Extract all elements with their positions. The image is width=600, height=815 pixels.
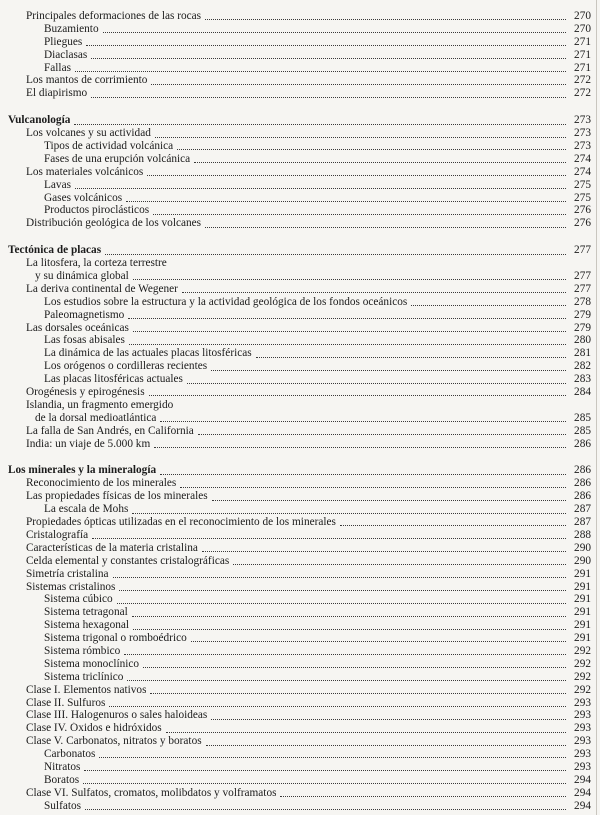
toc-entry bbox=[8, 62, 591, 75]
toc-entry-label: Fases de una erupción volcánica bbox=[44, 152, 191, 165]
toc-entry bbox=[8, 347, 591, 360]
toc-entry-page: 284 bbox=[574, 386, 591, 399]
toc-entry bbox=[8, 568, 591, 581]
toc-entry-page: 277 bbox=[574, 244, 591, 257]
toc-entry-label: Los orógenos o cordilleras recientes bbox=[44, 360, 208, 373]
toc-entry-page: 282 bbox=[574, 360, 591, 373]
dotted-leader bbox=[103, 32, 566, 33]
toc-entry-label: Clase II. Sulfuros bbox=[26, 696, 106, 709]
toc-entry bbox=[8, 49, 591, 62]
toc-entry-label: Gases volcánicos bbox=[44, 191, 123, 204]
dotted-leader bbox=[113, 577, 566, 578]
toc-entry-page: 292 bbox=[574, 670, 591, 683]
toc-entry bbox=[8, 74, 591, 87]
toc-entry-label: Los materiales volcánicos bbox=[26, 165, 144, 178]
toc bbox=[8, 10, 591, 813]
toc-entry-label: Los mantos de corrimiento bbox=[26, 74, 148, 87]
dotted-leader bbox=[340, 525, 566, 526]
toc-entry-label: Pliegues bbox=[44, 35, 83, 48]
toc-entry-label: Sistema triclínico bbox=[44, 670, 124, 683]
dotted-leader bbox=[154, 447, 566, 448]
toc-entry bbox=[8, 800, 591, 813]
toc-entry-label: Sistema tetragonal bbox=[44, 606, 128, 619]
toc-entry-page: 293 bbox=[574, 760, 591, 773]
toc-entry-label: Productos piroclásticos bbox=[44, 204, 150, 217]
toc-entry-page: 280 bbox=[574, 334, 591, 347]
toc-entry bbox=[8, 270, 591, 283]
toc-entry-label: Las placas litosféricas actuales bbox=[44, 373, 183, 386]
toc-entry bbox=[8, 257, 591, 270]
toc-entry-page: 291 bbox=[574, 567, 591, 580]
toc-entry-page: 292 bbox=[574, 683, 591, 696]
toc-entry-label: Sulfatos bbox=[44, 799, 82, 812]
toc-entry bbox=[8, 36, 591, 49]
toc-entry-page: 279 bbox=[574, 308, 591, 321]
toc-entry-page: 293 bbox=[574, 709, 591, 722]
toc-entry-label: Propiedades ópticas utilizadas en el reconocimiento de los minerales bbox=[26, 516, 336, 529]
toc-entry bbox=[8, 645, 591, 658]
dotted-leader bbox=[256, 357, 566, 358]
dotted-leader bbox=[129, 344, 566, 345]
toc-entry bbox=[8, 606, 591, 619]
toc-entry bbox=[8, 386, 591, 399]
toc-entry bbox=[8, 373, 591, 386]
toc-entry bbox=[8, 619, 591, 632]
dotted-leader bbox=[147, 175, 566, 176]
toc-entry bbox=[8, 309, 591, 322]
toc-entry-page: 279 bbox=[574, 321, 591, 334]
dotted-leader bbox=[143, 667, 566, 668]
dotted-leader bbox=[133, 331, 566, 332]
toc-entry bbox=[8, 217, 591, 230]
dotted-leader bbox=[83, 783, 566, 784]
toc-entry bbox=[8, 166, 591, 179]
toc-entry-page: 276 bbox=[574, 204, 591, 217]
toc-entry bbox=[8, 283, 591, 296]
toc-entry-label: El diapirismo bbox=[26, 87, 88, 100]
dotted-leader bbox=[233, 564, 566, 565]
toc-entry-label: Clase V. Carbonatos, nitratos y boratos bbox=[26, 735, 202, 748]
toc-entry-label: Sistema hexagonal bbox=[44, 619, 130, 632]
dotted-leader bbox=[211, 719, 566, 720]
toc-entry-page: 290 bbox=[574, 554, 591, 567]
dotted-leader bbox=[153, 214, 566, 215]
dotted-leader bbox=[132, 616, 566, 617]
dotted-leader bbox=[109, 706, 566, 707]
toc-entry-label: Tectónica de placas bbox=[8, 244, 102, 257]
toc-entry-page: 287 bbox=[574, 516, 591, 529]
dotted-leader bbox=[191, 641, 566, 642]
toc-entry-label: Sistema trigonal o romboédrico bbox=[44, 632, 187, 645]
toc-entry-page: 277 bbox=[574, 282, 591, 295]
dotted-leader bbox=[177, 149, 566, 150]
dotted-leader bbox=[151, 84, 566, 85]
toc-entry bbox=[8, 709, 591, 722]
toc-entry-label: Celda elemental y constantes cristalográficas bbox=[26, 554, 230, 567]
toc-entry-page: 291 bbox=[574, 619, 591, 632]
dotted-leader bbox=[194, 162, 566, 163]
toc-entry bbox=[8, 722, 591, 735]
dotted-leader bbox=[128, 318, 566, 319]
toc-entry-label: Orogénesis y epirogénesis bbox=[26, 386, 145, 399]
toc-entry bbox=[8, 748, 591, 761]
toc-entry bbox=[8, 516, 591, 529]
toc-entry-label: Simetría cristalina bbox=[26, 567, 109, 580]
toc-entry bbox=[8, 296, 591, 309]
toc-entry-page: 270 bbox=[574, 9, 591, 22]
toc-entry-page: 274 bbox=[574, 165, 591, 178]
toc-entry bbox=[8, 503, 591, 516]
toc-entry-page: 293 bbox=[574, 722, 591, 735]
toc-entry bbox=[8, 192, 591, 205]
toc-entry-page: 293 bbox=[574, 696, 591, 709]
dotted-leader bbox=[206, 745, 566, 746]
toc-entry-label: Las dorsales oceánicas bbox=[26, 321, 129, 334]
toc-entry-page: 293 bbox=[574, 748, 591, 761]
dotted-leader bbox=[211, 370, 566, 371]
toc-entry-label: Las fosas abisales bbox=[44, 334, 125, 347]
toc-entry-label: La escala de Mohs bbox=[44, 503, 129, 516]
dotted-leader bbox=[150, 693, 566, 694]
toc-entry-label: Vulcanología bbox=[8, 114, 71, 127]
toc-entry bbox=[8, 658, 591, 671]
toc-entry-page: 286 bbox=[574, 464, 591, 477]
toc-entry-label: y su dinámica global bbox=[35, 270, 129, 283]
dotted-leader bbox=[127, 680, 566, 681]
toc-entry-label: Boratos bbox=[44, 773, 80, 786]
toc-entry-label: Fallas bbox=[44, 61, 71, 74]
dotted-leader bbox=[205, 19, 566, 20]
dotted-leader bbox=[182, 292, 566, 293]
toc-entry bbox=[8, 555, 591, 568]
toc-entry-page: 274 bbox=[574, 152, 591, 165]
toc-entry bbox=[8, 425, 591, 438]
toc-entry bbox=[8, 412, 591, 425]
toc-entry bbox=[8, 671, 591, 684]
toc-entry bbox=[8, 334, 591, 347]
dotted-leader bbox=[133, 279, 566, 280]
toc-entry bbox=[8, 477, 591, 490]
toc-entry-label: Sistema monoclínico bbox=[44, 657, 140, 670]
toc-entry bbox=[8, 438, 591, 451]
dotted-leader bbox=[411, 305, 566, 306]
dotted-leader bbox=[202, 551, 566, 552]
toc-entry bbox=[8, 127, 591, 140]
toc-entry-label: La falla de San Andrés, en California bbox=[26, 424, 194, 437]
toc-entry bbox=[8, 140, 591, 153]
toc-entry-label: Paleomagnetismo bbox=[44, 308, 125, 321]
dotted-leader bbox=[160, 421, 566, 422]
toc-entry bbox=[8, 593, 591, 606]
toc-entry-label: Sistema rómbico bbox=[44, 644, 121, 657]
toc-entry-page: 290 bbox=[574, 541, 591, 554]
toc-entry-page: 277 bbox=[574, 270, 591, 283]
toc-entry bbox=[8, 735, 591, 748]
dotted-leader bbox=[117, 603, 566, 604]
toc-entry bbox=[8, 244, 591, 257]
toc-entry bbox=[8, 529, 591, 542]
toc-entry-page: 275 bbox=[574, 191, 591, 204]
toc-entry bbox=[8, 10, 591, 23]
dotted-leader bbox=[180, 487, 566, 488]
dotted-leader bbox=[187, 383, 566, 384]
toc-entry-label: Buzamiento bbox=[44, 22, 99, 35]
toc-entry-page: 275 bbox=[574, 178, 591, 191]
toc-entry bbox=[8, 787, 591, 800]
dotted-leader bbox=[126, 201, 566, 202]
toc-entry bbox=[8, 490, 591, 503]
toc-entry bbox=[8, 360, 591, 373]
toc-entry-label: Clase VI. Sulfatos, cromatos, molibdatos y volframatos bbox=[26, 786, 277, 799]
toc-entry-label: Carbonatos bbox=[44, 748, 96, 761]
dotted-leader bbox=[149, 395, 566, 396]
toc-entry bbox=[8, 87, 591, 100]
toc-entry-label: Tipos de actividad volcánica bbox=[44, 140, 174, 152]
toc-entry-page: 286 bbox=[574, 477, 591, 490]
toc-entry-page: 283 bbox=[574, 373, 591, 386]
toc-entry-label: Sistemas cristalinos bbox=[26, 580, 116, 593]
toc-entry-page: 294 bbox=[574, 799, 591, 812]
toc-entry bbox=[8, 761, 591, 774]
toc-entry-label: de la dorsal medioatlántica bbox=[35, 411, 157, 424]
toc-entry-page: 294 bbox=[574, 786, 591, 799]
dotted-leader bbox=[99, 757, 566, 758]
toc-entry bbox=[8, 322, 591, 335]
toc-entry-label: Lavas bbox=[44, 178, 71, 191]
toc-entry-page: 292 bbox=[574, 644, 591, 657]
toc-entry-page: 285 bbox=[574, 411, 591, 424]
toc-entry-page: 271 bbox=[574, 61, 591, 74]
dotted-leader bbox=[74, 124, 566, 125]
toc-entry-label: Cristalografía bbox=[26, 528, 89, 541]
toc-entry-label: Reconocimiento de los minerales bbox=[26, 477, 177, 490]
toc-entry-label: Clase III. Halogenuros o sales haloideas bbox=[26, 709, 208, 722]
dotted-leader bbox=[212, 500, 566, 501]
toc-entry-page: 291 bbox=[574, 606, 591, 619]
toc-entry-page: 291 bbox=[574, 593, 591, 606]
dotted-leader bbox=[91, 97, 566, 98]
dotted-leader bbox=[84, 770, 566, 771]
toc-entry-page: 271 bbox=[574, 48, 591, 61]
toc-entry bbox=[8, 23, 591, 36]
toc-entry-page: 292 bbox=[574, 657, 591, 670]
toc-entry-page: 281 bbox=[574, 347, 591, 360]
toc-entry-label: Diaclasas bbox=[44, 48, 88, 61]
toc-entry-label: Nitratos bbox=[44, 760, 81, 773]
toc-entry-page: 286 bbox=[574, 437, 591, 450]
toc-entry-label: Distribución geológica de los volcanes bbox=[26, 217, 202, 230]
toc-entry bbox=[8, 632, 591, 645]
toc-entry-label: Clase I. Elementos nativos bbox=[26, 683, 147, 696]
dotted-leader bbox=[105, 254, 566, 255]
toc-entry-label: La deriva continental de Wegener bbox=[26, 282, 178, 295]
toc-entry-page: 287 bbox=[574, 503, 591, 516]
toc-entry-page: 288 bbox=[574, 528, 591, 541]
toc-entry-page: 272 bbox=[574, 87, 591, 100]
toc-entry-label: Sistema cúbico bbox=[44, 593, 113, 606]
dotted-leader bbox=[133, 629, 566, 630]
toc-entry-page: 273 bbox=[574, 140, 591, 152]
dotted-leader bbox=[119, 590, 566, 591]
toc-entry-label: La litosfera, la corteza terrestre bbox=[26, 257, 167, 270]
toc-entry-page: 286 bbox=[574, 490, 591, 503]
toc-entry bbox=[8, 697, 591, 710]
toc-entry bbox=[8, 399, 591, 412]
dotted-leader bbox=[205, 227, 566, 228]
toc-entry-label: Características de la materia cristalina bbox=[26, 541, 198, 554]
toc-entry bbox=[8, 465, 591, 478]
dotted-leader bbox=[166, 732, 566, 733]
toc-entry-page: 273 bbox=[574, 127, 591, 140]
toc-entry-page: 285 bbox=[574, 424, 591, 437]
toc-entry-page: 293 bbox=[574, 735, 591, 748]
toc-entry-page: 294 bbox=[574, 773, 591, 786]
dotted-leader bbox=[75, 71, 566, 72]
toc-entry bbox=[8, 684, 591, 697]
toc-section bbox=[8, 10, 591, 100]
toc-entry bbox=[8, 581, 591, 594]
toc-entry-page: 271 bbox=[574, 35, 591, 48]
toc-entry bbox=[8, 179, 591, 192]
dotted-leader bbox=[86, 45, 566, 46]
toc-entry-page: 291 bbox=[574, 580, 591, 593]
dotted-leader bbox=[198, 434, 566, 435]
dotted-leader bbox=[160, 474, 566, 475]
dotted-leader bbox=[75, 188, 566, 189]
toc-entry bbox=[8, 542, 591, 555]
dotted-leader bbox=[280, 796, 566, 797]
toc-section bbox=[8, 114, 591, 230]
toc-entry-label: Los estudios sobre la estructura y la actividad geológica de los fondos oceánicos bbox=[44, 295, 408, 308]
toc-entry-label: India: un viaje de 5.000 km bbox=[26, 437, 151, 450]
toc-entry-label: Clase IV. Óxidos e hidróxidos bbox=[26, 722, 162, 735]
toc-entry-page: 273 bbox=[574, 114, 591, 127]
toc-entry bbox=[8, 204, 591, 217]
toc-entry-page: 291 bbox=[574, 632, 591, 645]
toc-entry-label: Las propiedades físicas de los minerales bbox=[26, 490, 208, 503]
toc-section bbox=[8, 244, 591, 450]
dotted-leader bbox=[155, 137, 566, 138]
toc-entry-label: Islandia, un fragmento emergido bbox=[26, 398, 174, 411]
dotted-leader bbox=[91, 58, 566, 59]
dotted-leader bbox=[124, 654, 566, 655]
toc-entry-label: Los volcanes y su actividad bbox=[26, 127, 151, 140]
toc-entry-page: 270 bbox=[574, 22, 591, 35]
toc-entry-label: Principales deformaciones de las rocas bbox=[26, 9, 202, 22]
toc-entry-page: 272 bbox=[574, 74, 591, 87]
toc-entry-page: 276 bbox=[574, 217, 591, 230]
dotted-leader bbox=[85, 809, 566, 810]
dotted-leader bbox=[132, 513, 566, 514]
toc-entry-label: La dinámica de las actuales placas litosféricas bbox=[44, 347, 252, 360]
dotted-leader bbox=[92, 538, 566, 539]
toc-entry-page: 278 bbox=[574, 295, 591, 308]
toc-section bbox=[8, 465, 591, 813]
toc-entry bbox=[8, 153, 591, 166]
toc-entry bbox=[8, 774, 591, 787]
toc-entry-label: Los minerales y la mineralogía bbox=[8, 464, 157, 477]
toc-entry bbox=[8, 114, 591, 127]
